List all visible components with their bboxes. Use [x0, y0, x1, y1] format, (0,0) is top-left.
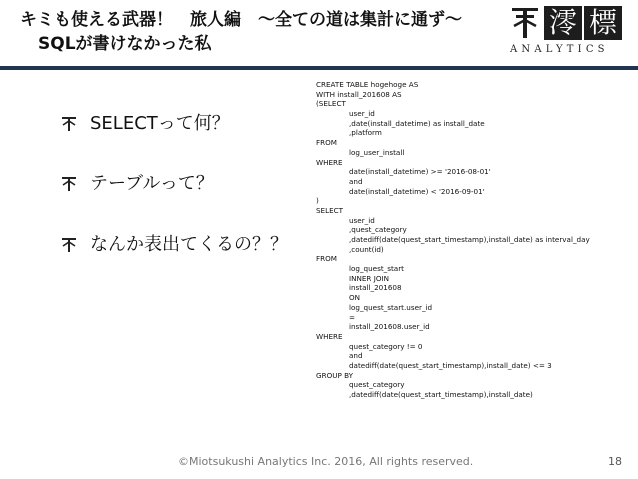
bullet-text: テーブルって？ [90, 173, 214, 194]
sql-line: WHERE [316, 157, 343, 167]
sql-line: ) [316, 196, 319, 206]
lighthouse-mark-icon [510, 6, 540, 40]
title-line-2: SQLが書けなかった私 [38, 34, 212, 54]
title-line-1: キミも使える武器！ 旅人編 ～全ての道は集計に通ず～ [20, 10, 462, 30]
sql-line: log_user_install [349, 147, 405, 157]
sql-line: datediff(date(quest_start_timestamp),install_date) <= 3 [349, 360, 552, 370]
sql-line: log_quest_start.user_id [349, 302, 433, 312]
sql-line: user_id [349, 215, 375, 225]
sql-line: user_id [349, 109, 375, 119]
sql-code-block [316, 80, 634, 400]
logo-wordmark: ANALYTICS [510, 44, 609, 55]
copyright-footer: ©Miotsukushi Analytics Inc. 2016, All rights reserved. [178, 455, 474, 468]
sql-line: ,count(id) [349, 244, 384, 254]
bullet-text: なんか表出てくるの？？ [90, 234, 288, 255]
sql-line: INNER JOIN [349, 273, 389, 283]
sql-line: and [349, 176, 363, 186]
marker-icon [62, 117, 76, 131]
sql-line: GROUP BY [316, 370, 354, 380]
sql-line: WHERE [316, 331, 343, 341]
sql-line: CREATE TABLE hogehoge AS [316, 80, 419, 89]
sql-line: and [349, 351, 363, 361]
sql-line: ,datediff(date(quest_start_timestamp),install_date) as interval_day [349, 235, 590, 244]
sql-line: install_201608 [349, 283, 402, 293]
bullet-text: SELECTって何？ [90, 113, 230, 134]
sql-line: quest_category != 0 [349, 341, 423, 351]
sql-line: = [349, 312, 356, 322]
sql-line: ,quest_category [349, 225, 407, 235]
sql-line: log_quest_start [349, 264, 404, 274]
sql-line: (SELECT [316, 99, 346, 109]
sql-line: ,date(install_datetime) as install_date [349, 118, 485, 128]
company-logo [510, 6, 630, 60]
sql-line: FROM [316, 138, 337, 148]
marker-icon [62, 177, 76, 191]
sql-line: SELECT [316, 205, 344, 215]
sql-line: FROM [316, 254, 337, 264]
page-number: 18 [608, 455, 622, 468]
logo-kanji-1: 澪 [544, 6, 582, 40]
sql-line: ,datediff(date(quest_start_timestamp),install_date) [349, 390, 533, 399]
marker-icon [62, 238, 76, 252]
sql-line: date(install_datetime) < '2016-09-01' [349, 186, 485, 196]
title-divider [0, 66, 638, 70]
sql-line: ,platform [349, 128, 382, 138]
sql-line: install_201608.user_id [349, 322, 430, 332]
slide-title [20, 8, 500, 56]
logo-kanji-2: 標 [584, 6, 622, 40]
sql-line: ON [349, 293, 361, 303]
sql-line: WITH install_201608 AS [316, 89, 402, 99]
sql-line: quest_category [349, 380, 405, 390]
sql-line: date(install_datetime) >= '2016-08-01' [349, 167, 491, 177]
